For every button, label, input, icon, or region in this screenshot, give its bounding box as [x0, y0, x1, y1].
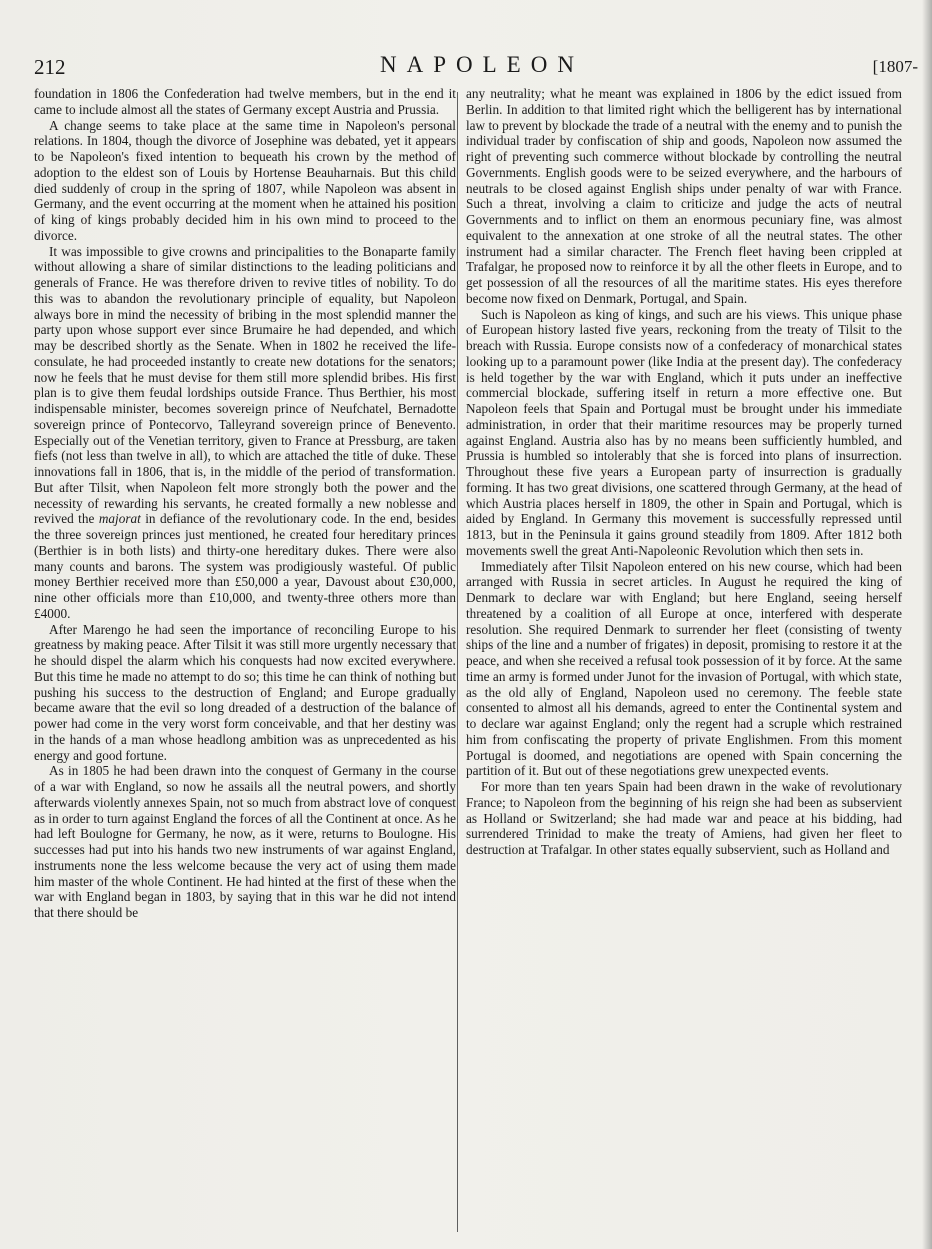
paragraph: Immediately after Tilsit Napoleon entered on his new course, which had been arranged with Russia in secret articles. In August he required the king of Denmark to declare war with England; but here England, seeing herself threatened by a coalition of all Europe at once, interfered with desperate resolution. She required Denmark to surrender her fleet (consisting of twenty ships of the line and a number of frigates) in deposit, promising to restore it at the peace, and when she received a refusal took possession of it by force. At the same time an army is formed under Junot for the invasion of Portugal, with which state, as the old ally of England, Napoleon used no ceremony. The feeble state consented to almost all his demands, agreed to enter the Continental system and to declare war against England; only the regent had a scruple which restrained him from confiscating the property of private Englishmen. From this moment Portugal is doomed, and negotiations are opened with Spain concerning the partition of it. But out of these negotiations grew unexpected events.	[466, 558, 902, 779]
page-number: 212	[34, 55, 66, 79]
paragraph: For more than ten years Spain had been drawn in the wake of revolutionary France; to Napoleon from the beginning of his reign she had been as subservient as Holland or Switzerland; she had made war and peace at his bidding, had surrendered Trinidad to make the treaty of Amiens, had given her fleet to destruction at Trafalgar. In other states equally subservient, such as Holland and	[466, 779, 902, 857]
paragraph: Such is Napoleon as king of kings, and such are his views. This unique phase of European history lasted five years, reckoning from the treaty of Tilsit to the breach with Russia. Europe consists now of a confederacy of monarchical states looking up to a paramount power (like India at the present day). The confederacy is held together by the war with England, which it puts under an ineffective commercial blockade, suffering itself in return a more effective one. But Napoleon feels that Spain and Portugal must be brought under his immediate administration, in order that their maritime resources may be properly turned against England. Austria also has by no means been sufficiently humbled, and Prussia is humbled so intolerably that she is forced into plans of insurrection. Throughout these five years a European party of insurrection is gradually forming. It has two great divisions, one scattered through Germany, at the head of which Austria places herself in 1809, the other in Spain and Portugal, which is aided by England. In Germany this movement is successfully repressed until 1813, but in the Peninsula it gains ground steadily from 1809. After 1812 both movements swell the great Anti-Napoleonic Revolution which then sets in.	[466, 306, 902, 558]
italic-term: majorat	[98, 511, 141, 527]
left-column	[34, 86, 456, 921]
right-column	[466, 86, 902, 858]
paragraph: any neutrality; what he meant was explained in 1806 by the edict issued from Berlin. In addition to that limited right which the belligerent has by international law to prevent by blockade the trade of a neutral with the enemy and to punish the individual trader by confiscation of ship and goods, Napoleon now assumed the right of preventing such commerce without blockade by controlling the neutral Governments. English goods were to be seized everywhere, and the harbours of neutrals to be closed against English ships under penalty of war with France. Such a threat, involving a claim to criticize and judge the acts of neutral Governments and to inflict on them an enormous pecuniary fine, was almost equivalent to the annexation at one stroke of all the neutral states. The other instrument had a similar character. The French fleet having been crippled at Trafalgar, he proposed now to reinforce it by all the other fleets in Europe, and to get possession of all the resources of all the maritime states. His eyes therefore become now fixed on Denmark, Portugal, and Spain.	[466, 86, 902, 306]
running-title: NAPOLEON	[380, 52, 584, 77]
header-date-mark: [1807-	[872, 57, 918, 76]
paragraph: A change seems to take place at the same time in Napoleon's personal relations. In 1804, though the divorce of Josephine was debated, yet it appears to be Napoleon's fixed intention to bequeath his crown by the method of adoption to the eldest son of Louis by Hortense Beauharnais. But this child died suddenly of croup in the spring of 1807, while Napoleon was absent in Germany, and the event occurring at the moment when he attained his position of king of kings probably decided him in his own mind to proceed to the divorce.	[34, 117, 456, 243]
paragraph: After Marengo he had seen the importance of reconciling Europe to his greatness by making peace. After Tilsit it was still more urgently necessary that he should dispel the alarm which his conquests had now excited everywhere. But this time he made no attempt to do so; this time he can think of nothing but pushing his success to the destruction of England; and Europe gradually became aware that the evil so long dreaded of a destruction of the balance of power had come in the very worst form conceivable, and that her destiny was in the hands of a man whose headlong ambition was as unprecedented as his energy and good fortune.	[34, 621, 456, 763]
page-header	[34, 52, 918, 85]
paragraph: foundation in 1806 the Confederation had twelve members, but in the end it came to include almost all the states of Germany except Austria and Prussia.	[34, 86, 456, 117]
column-divider	[457, 92, 458, 1232]
paragraph: As in 1805 he had been drawn into the conquest of Germany in the course of a war with England, so now he assails all the neutral powers, and shortly afterwards violently annexes Spain, not so much from abstract love of conquest as in order to turn against England the forces of all the Continent at once. As he had left Boulogne for Germany, he now, as it were, returns to Boulogne. His successes had put into his hands two new instruments of war against England, instruments none the less welcome because the very act of using them made him master of the whole Continent. He had hinted at the first of these when the war with England began in 1803, by saying that in this war he did not intend that there should be	[34, 763, 456, 920]
paragraph: It was impossible to give crowns and principalities to the Bonaparte family without allowing a share of similar distinctions to the leading politicians and generals of France. He was therefore driven to revive titles of nobility. To do this was to abandon the revolutionary principle of equality, but Napoleon always bore in mind the necessity of bribing in the most splendid manner the party upon whose support ever since Brumaire he had depended, and which may be described shortly as the Senate. When in 1802 he received the life-consulate, he had proceeded instantly to create new dotations for the senators; now he feels that he must devise for them still more splendid bribes. His first plan is to give them feudal lordships outside France. Thus Berthier, his most indispensable minister, becomes sovereign prince of Neufchatel, Bernadotte sovereign prince of Pontecorvo, Talleyrand sovereign prince of Benevento. Especially out of the Venetian territory, given to France at Pressburg, are taken fiefs (not less than twelve in all), to which are attached the title of duke. These innovations fall in 1806, that is, in the middle of the period of transformation. But after Tilsit, when Napoleon felt more strongly both the power and the necessity of rewarding his servants, he created formally a new noblesse and revived the majorat in defiance of the revolutionary code. In the end, besides the three sovereign princes just mentioned, he created four hereditary princes (Berthier is in both lists) and thirty-one hereditary dukes. There were also many counts and barons. The system was prodigiously wasteful. Of public money Berthier received more than £50,000 a year, Davoust about £30,000, nine other officials more than £10,000, and twenty-three others more than £4000.	[34, 243, 456, 621]
page-edge-shadow	[922, 0, 932, 1249]
